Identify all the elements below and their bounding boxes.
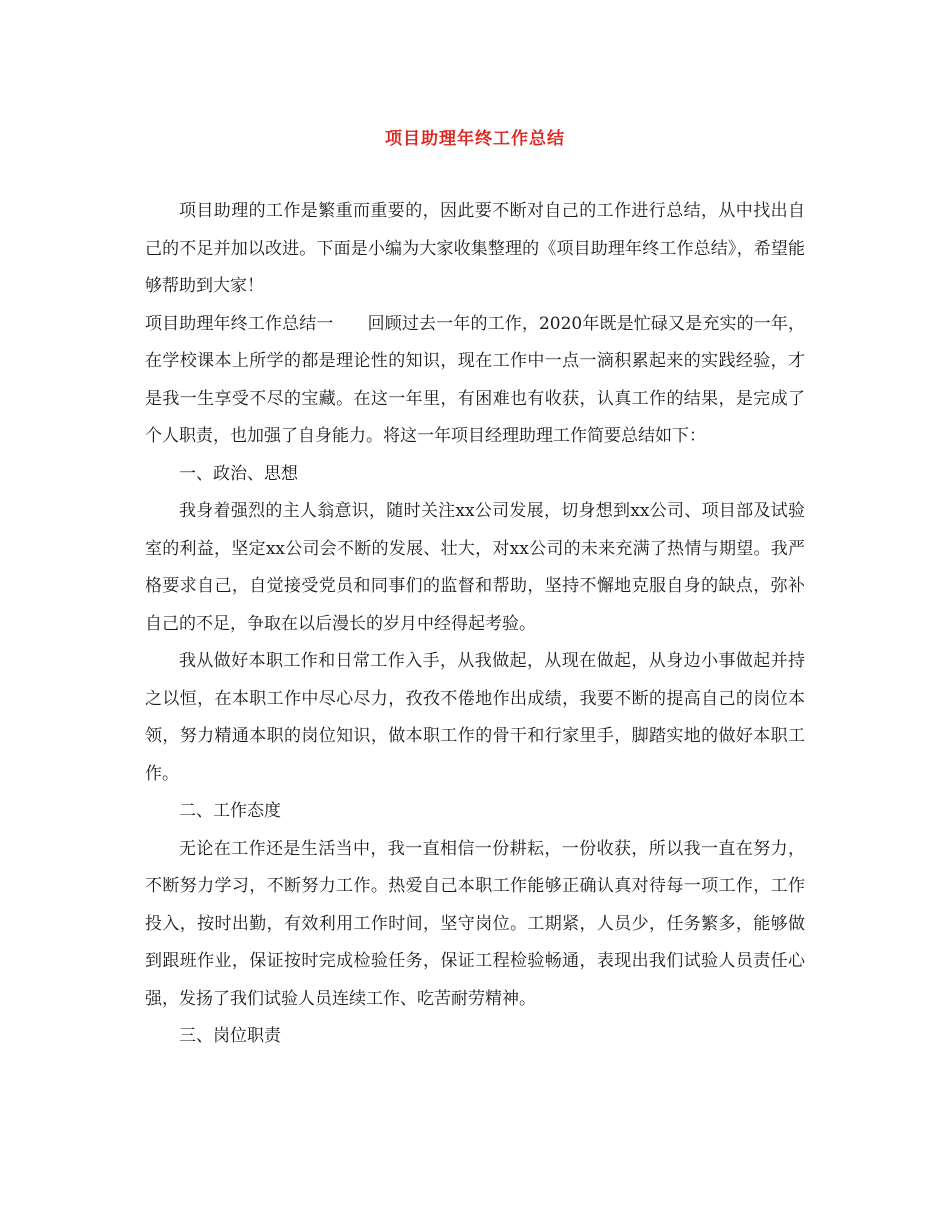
attitude-paragraph: 无论在工作还是生活当中，我一直相信一份耕耘，一份收获，所以我一直在努力，不断努力学习，不断努力工作。热爱自己本职工作能够正确认真对待每一项工作，工作投入，按时出勤，有效利用工作时间，坚守岗位。工期紧，人员少，任务繁多，能够做到跟班作业，保证按时完成检验任务，保证工程检验畅通，表现出我们试验人员责任心强，发扬了我们试验人员连续工作、吃苦耐劳精神。 [145, 838, 805, 1009]
section-one-heading: 项目助理年终工作总结一 [145, 313, 334, 334]
heading-politics: 一、政治、思想 [179, 463, 298, 484]
heading-duty: 三、岗位职责 [179, 1026, 281, 1046]
section-one-paragraph [145, 306, 805, 456]
heading-attitude: 二、工作态度 [179, 801, 281, 821]
section-one-text: 回顾过去一年的工作，2020年既是忙碌又是充实的一年，在学校课本上所学的都是理论性的知识，现在工作中一点一滴积累起来的实践经验，才是我一生享受不尽的宝藏。在这一年里，有困难也有收获，认真工作的结果，是完成了个人职责，也加强了自身能力。将这一年项目经理助理工作简要总结如下： [145, 313, 806, 446]
intro-paragraph: 项目助理的工作是繁重而重要的，因此要不断对自己的工作进行总结，从中找出自己的不足并加以改进。下面是小编为大家收集整理的《项目助理年终工作总结》，希望能够帮助到大家！ [145, 201, 805, 296]
document-body [145, 193, 805, 1056]
document-title: 项目助理年终工作总结 [385, 129, 565, 149]
politics-paragraph-2: 我从做好本职工作和日常工作入手，从我做起，从现在做起，从身边小事做起并持之以恒，在本职工作中尽心尽力，孜孜不倦地作出成绩，我要不断的提高自己的岗位本领，努力精通本职的岗位知识，做本职工作的骨干和行家里手，脚踏实地的做好本职工作。 [145, 651, 805, 784]
politics-paragraph-1: 我身着强烈的主人翁意识，随时关注xx公司发展，切身想到xx公司、项目部及试验室的利益，坚定xx公司会不断的发展、壮大，对xx公司的未来充满了热情与期望。我严格要求自己，自觉接受党员和同事们的监督和帮助，坚持不懈地克服自身的缺点，弥补自己的不足，争取在以后漫长的岁月中经得起考验。 [145, 501, 805, 634]
